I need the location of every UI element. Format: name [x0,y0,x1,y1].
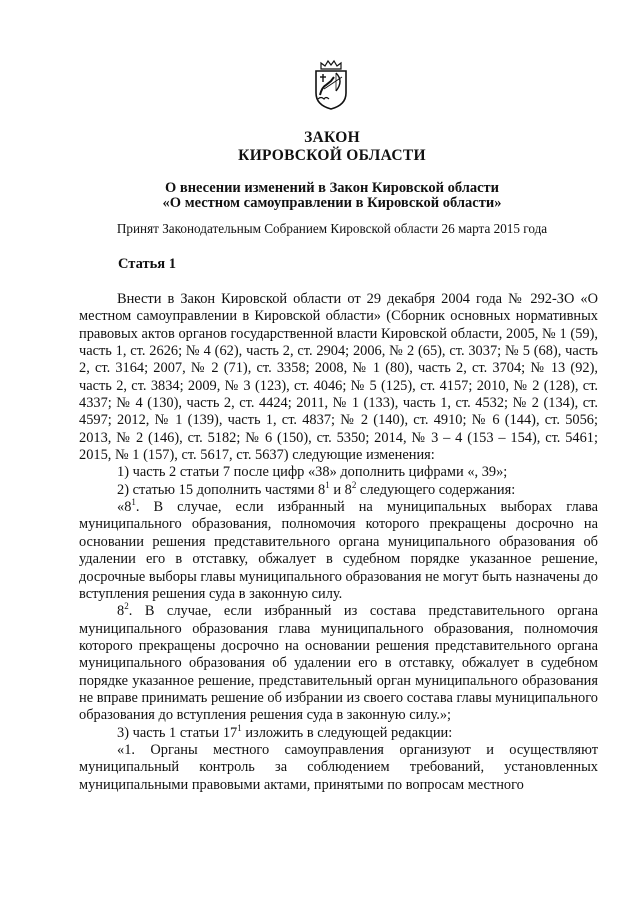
document-title-line-1: ЗАКОН [304,129,360,146]
article-heading: Статья 1 [118,256,176,272]
item-3-text-b: изложить в следующей редакции: [241,724,453,741]
item-2-text-c: следующего содержания: [356,481,516,498]
kirov-oblast-coat-of-arms-icon [312,59,350,111]
part-8-1-paragraph [79,499,598,603]
part-8-1-superscript: 1 [131,497,136,508]
item-2-superscript-2: 2 [351,479,357,490]
article-intro-paragraph: Внести в Закон Кировской области от 29 декабря 2004 года № 292-ЗО «О местном самоуправлении в Кировской области» (Сборник основных нормативных правовых актов органов государственной власти Кировской области, 2005, № 1 (59), часть 1, ст. 2626; № 4 (62), часть 2, ст. 2904; 2006, № 2 (65), ст. 3037; № 5 (68), часть 2, ст. 3164; 2007, № 2 (71), ст. 3358; 2008, № 1 (80), часть 2, ст. 3704; № 13 (92), часть 2, ст. 3834; 2009, № 3 (123), ст. 4046; № 5 (125), ст. 4157; 2010, № 2 (128), ст. 4337; № 4 (130), часть 2, ст. 4424; 2011, № 1 (133), часть 1, ст. 4532; № 2 (134), ст. 4597; 2012, № 1 (139), часть 1, ст. 4837; № 2 (140), ст. 4910; № 6 (144), ст. 5056; 2013, № 2 (146), ст. 5182; № 6 (150), ст. 5350; 2014, № 3 – 4 (153 – 154), ст. 5461; 2015, № 1 (157), ст. 5617, ст. 5637) следующие изменения: [79,291,598,464]
amendment-item-2 [79,479,598,499]
new-part-1-paragraph: «1. Органы местного самоуправления организуют и осуществляют муниципальный контроль за соблюдением требований, установленных муниципальными правовыми актами, принятыми по вопросам местного [79,741,598,793]
document-subtitle-line-2: «О местном самоуправлении в Кировской области» [162,195,502,211]
part-8-2-superscript: 2 [124,601,129,612]
document-subtitle-line-1: О внесении изменений в Закон Кировской области [164,180,500,196]
amendment-item-1: 1) часть 2 статьи 7 после цифр «38» дополнить цифрами «, 39»; [117,464,508,481]
document-title-line-2: КИРОВСКОЙ ОБЛАСТИ [238,147,426,164]
amendment-item-3 [79,722,598,742]
part-8-2-number: 8 [117,603,125,620]
item-3-text-a: 3) часть 1 статьи 17 [117,724,238,741]
item-2-text-b: и 8 [329,481,352,498]
part-8-2-text: . В случае, если избранный из состава представительного органа муниципального образования глава муниципального образования, полномочия которого прекращены досрочно на основании решения представительного органа муниципального образования об удалении его в отставку, обжалует в судебном порядке указанное решение, представительный орган муниципального образования не вправе принимать решение об избрании из своего состава главы муниципального образования до вступления решения суда в законную силу.»; [79,603,598,724]
item-3-superscript: 1 [237,722,242,733]
part-8-2-paragraph [79,603,598,724]
item-2-superscript-1: 1 [325,479,330,490]
part-8-1-text: . В случае, если избранный на муниципальных выборах глава муниципального образования, полномочия которого прекращены досрочно на основании решения представительного органа муниципального образования об удалении его в отставку, обжалует в судебном порядке указанное решение, досрочные выборы главы муниципального образования не могут быть назначены до вступления решения суда в законную силу. [79,499,598,602]
part-8-1-number: «8 [117,499,132,516]
item-2-text-a: 2) статью 15 дополнить частями 8 [117,481,326,498]
adoption-note: Принят Законодательным Собранием Кировской области 26 марта 2015 года [116,221,548,236]
article-body [79,291,598,794]
